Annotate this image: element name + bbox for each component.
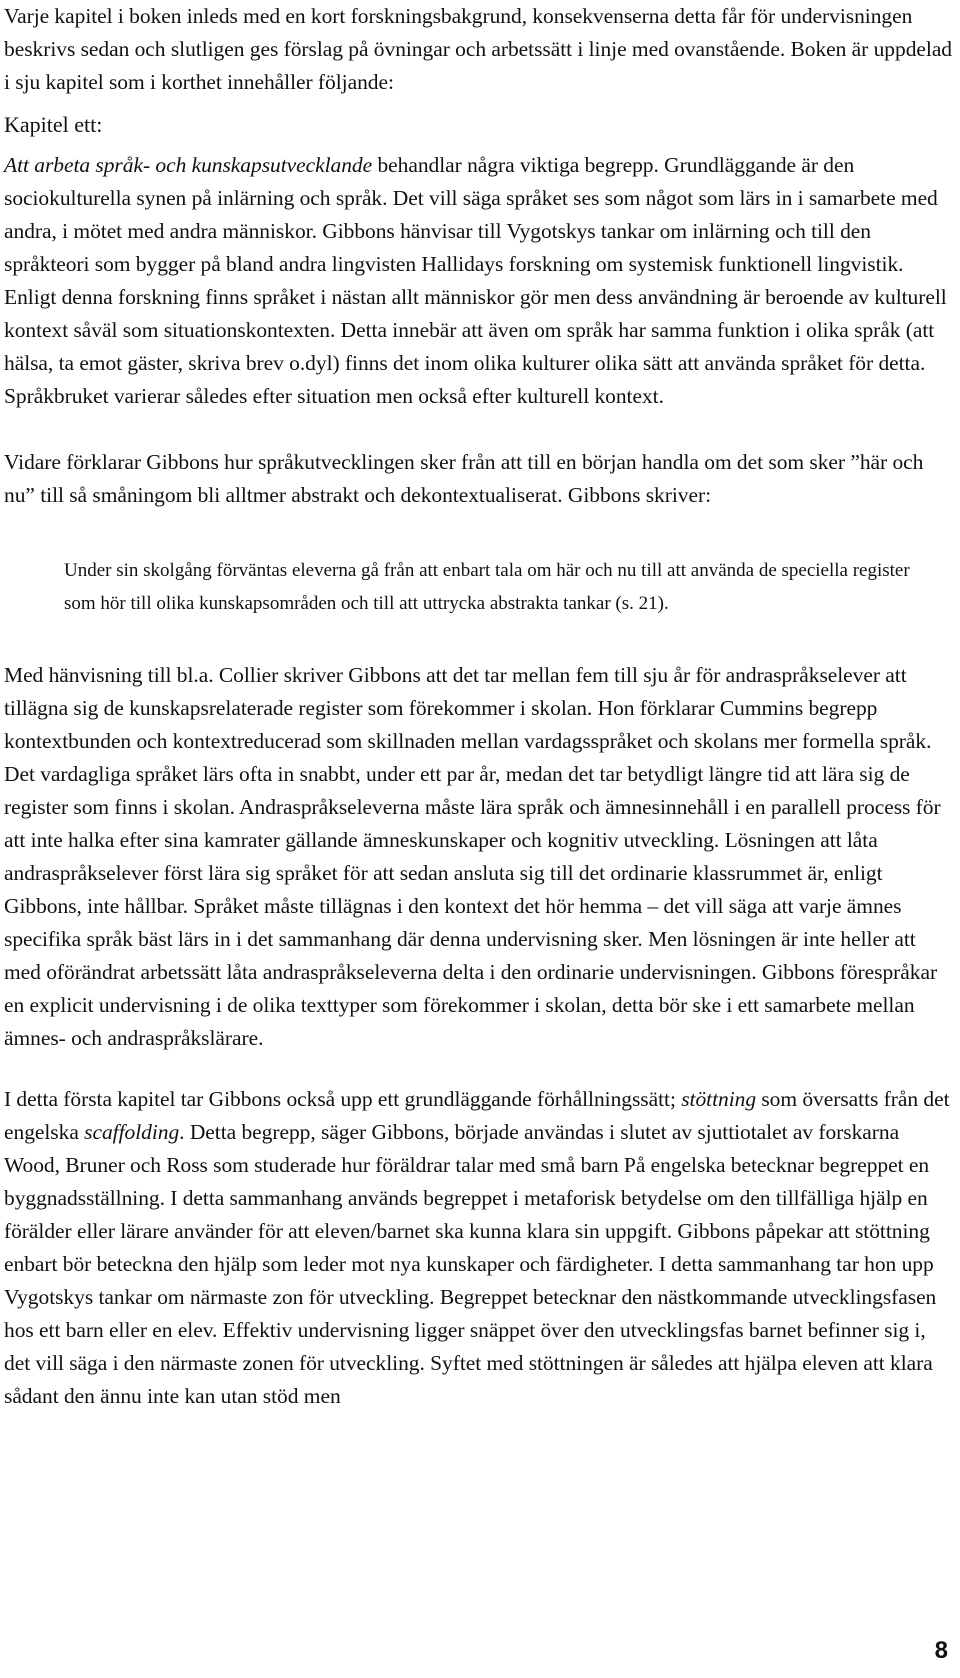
scaffolding-text-e: . Detta begrepp, säger Gibbons, började användas i slutet av sjuttiotalet av forskarna Wood, Bruner och Ross som studerade hur föräldrar talar med små barn På engelska betecknar begreppet en byggnadsställning. I detta sammanhang används begreppet i metaforisk betydelse om den tillfälliga hjälp en förälder eller lärare använder för att eleven/barnet ska kunna klara sin uppgift. Gibbons påpekar att stöttning enbart bör beteckna den hjälp som leder mot nya kunskaper och färdigheter. I detta sammanhang tar hon upp Vygotskys tankar om närmaste zon för utveckling. Begreppet betecknar den nästkommande utvecklingsfasen hos ett barn eller en elev. Effektiv undervisning ligger snäppet över den utvecklingsfas barnet befinner sig i, det vill säga i den närmaste zonen för utveckling. Syftet med stöttningen är således att hjälpa eleven att klara sådant den ännu inte kan utan stöd men	[4, 1120, 937, 1408]
chapter-title-italic: Att arbeta språk- och kunskapsutvecklande	[4, 153, 373, 177]
scaffolding-text-c: som översatts från det engelska	[4, 1087, 950, 1144]
scaffolding-paragraph	[4, 1083, 954, 1413]
stottning-italic: stöttning	[681, 1087, 757, 1111]
collier-paragraph: Med hänvisning till bl.a. Collier skriver Gibbons att det tar mellan fem till sju år för andraspråkselever att tillägna sig de kunskapsrelaterade register som förekommer i skolan. Hon förklarar Cummins begrepp kontextbunden och kontextreducerad som skillnaden mellan vardagsspråket och skolans mer formella språk. Det vardagliga språket lärs ofta in snabbt, under ett par år, medan det tar betydligt längre tid att lära sig de register som finns i skolan. Andraspråkseleverna måste lära språk och ämnesinnehåll i en parallell process för att inte halka efter sina kamrater gällande ämneskunskaper och kognitiv utveckling. Lösningen att låta andraspråkselever först lära sig språket för att sedan ansluta sig till det ordinarie klassrummet är, enligt Gibbons, inte hållbar. Språket måste tillägnas i den kontext det hör hemma – det vill säga att varje ämnes specifika språk bäst lärs in i det sammanhang där denna undervisning sker. Men lösningen är inte heller att med oförändrat arbetssätt låta andraspråkseleverna delta i den ordinarie undervisningen. Gibbons förespråkar en explicit undervisning i de olika texttyper som förekommer i skolan, detta bör ske i ett samarbete mellan ämnes- och andraspråkslärare.	[4, 663, 941, 1050]
chapter-heading: Kapitel ett:	[4, 112, 103, 137]
block-quote: Under sin skolgång förväntas eleverna gå från att enbart tala om här och nu till att använda de speciella register som hör till olika kunskapsområden och till att uttrycka abstrakta tankar (s. 21).	[64, 560, 910, 614]
intro-paragraph: Varje kapitel i boken inleds med en kort forskningsbakgrund, konsekvenserna detta får för undervisningen beskrivs sedan och slutligen ges förslag på övningar och arbetssätt i linje med ovanstående. Boken är uppdelad i sju kapitel som i korthet innehåller följande:	[4, 4, 953, 94]
page-number: 8	[934, 1637, 948, 1664]
chapter-one-paragraph	[4, 149, 954, 413]
development-paragraph: Vidare förklarar Gibbons hur språkutvecklingen sker från att till en början handla om det som sker ”här och nu” till så småningom bli alltmer abstrakt och dekontextualiserat. Gibbons skriver:	[4, 450, 924, 507]
scaffolding-text-a: I detta första kapitel tar Gibbons också upp ett grundläggande förhållningssätt;	[4, 1087, 682, 1111]
scaffolding-italic: scaffolding	[84, 1120, 180, 1144]
chapter-one-text: behandlar några viktiga begrepp. Grundläggande är den sociokulturella synen på inlärning och språk. Det vill säga språket ses som något som lärs in i samarbete med andra, i mötet med andra människor. Gibbons hänvisar till Vygotskys tankar om inlärning och till den språkteori som bygger på bland andra lingvisten Hallidays forskning om systemisk funktionell lingvistik. Enligt denna forskning finns språket i nästan allt människor gör men dess användning är beroende av kulturell kontext såväl som situationskontexten. Detta innebär att även om språk har samma funktion i olika språk (att hälsa, ta emot gäster, skriva brev o.dyl) finns det inom olika kulturer olika sätt att använda språket för detta. Språkbruket varierar således efter situation men också efter kulturell kontext.	[4, 153, 947, 408]
